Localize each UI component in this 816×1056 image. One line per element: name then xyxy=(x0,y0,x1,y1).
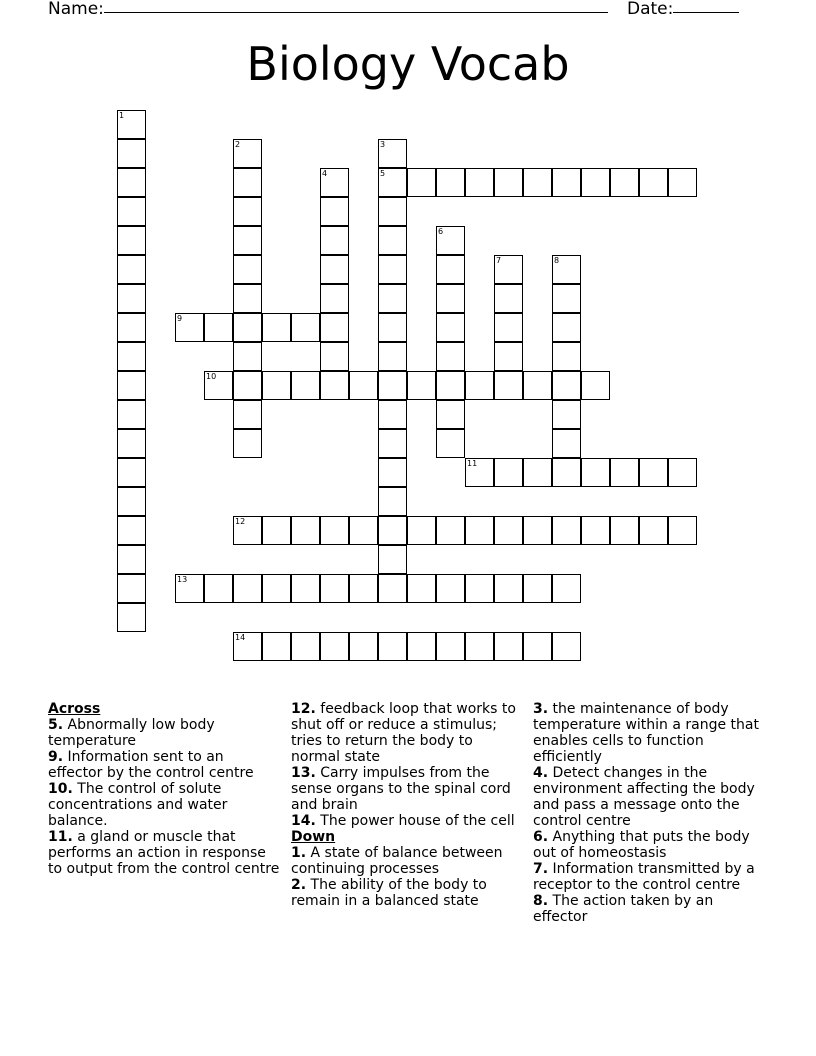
crossword-cell[interactable] xyxy=(320,313,349,342)
crossword-cell[interactable] xyxy=(552,429,581,458)
crossword-cell[interactable] xyxy=(117,603,146,632)
crossword-cell[interactable] xyxy=(523,168,552,197)
clue-across-10 xyxy=(48,781,280,829)
crossword-cell[interactable] xyxy=(552,400,581,429)
clue-text: The action taken by an effector xyxy=(533,893,714,925)
clue-text: The power house of the cell xyxy=(315,813,515,829)
crossword-cell[interactable] xyxy=(117,516,146,545)
clue-text: Abnormally low body temperature xyxy=(48,717,215,749)
crossword-cell[interactable] xyxy=(378,197,407,226)
crossword-cell[interactable] xyxy=(581,516,610,545)
crossword-cell[interactable] xyxy=(117,255,146,284)
crossword-cell[interactable] xyxy=(233,168,262,197)
crossword-cell[interactable] xyxy=(465,458,494,487)
crossword-cell[interactable] xyxy=(262,632,291,661)
crossword-cell[interactable] xyxy=(378,313,407,342)
clues-column-3 xyxy=(533,701,765,925)
clues-column-2 xyxy=(291,701,523,909)
clue-text: Information sent to an effector by the control centre xyxy=(48,749,254,781)
crossword-cell[interactable] xyxy=(668,458,697,487)
clue-across-13 xyxy=(291,765,523,813)
crossword-cell[interactable] xyxy=(436,284,465,313)
crossword-cell[interactable] xyxy=(436,516,465,545)
clue-across-11 xyxy=(48,829,280,877)
crossword-cell[interactable] xyxy=(436,632,465,661)
crossword-cell[interactable] xyxy=(610,168,639,197)
crossword-cell[interactable] xyxy=(291,574,320,603)
crossword-cell[interactable] xyxy=(117,400,146,429)
clues-column-1 xyxy=(48,701,280,877)
crossword-cell[interactable] xyxy=(378,429,407,458)
crossword-cell[interactable] xyxy=(233,313,262,342)
clue-number-label: 4 xyxy=(322,169,328,178)
crossword-cell[interactable] xyxy=(320,342,349,371)
clue-number: 13. xyxy=(291,765,316,781)
clue-number: 11. xyxy=(48,829,73,845)
crossword-cell[interactable] xyxy=(668,516,697,545)
clue-number: 3. xyxy=(533,701,549,717)
crossword-cell[interactable] xyxy=(407,574,436,603)
crossword-cell[interactable] xyxy=(552,313,581,342)
clue-number-label: 1 xyxy=(119,111,125,120)
crossword-cell[interactable] xyxy=(262,313,291,342)
crossword-cell[interactable] xyxy=(465,574,494,603)
crossword-cell[interactable] xyxy=(233,400,262,429)
page-title: Biology Vocab xyxy=(246,37,570,91)
crossword-cell[interactable] xyxy=(581,458,610,487)
clue-down-2 xyxy=(291,877,523,909)
clue-number-label: 11 xyxy=(467,459,478,468)
crossword-cell[interactable] xyxy=(378,284,407,313)
clue-number: 10. xyxy=(48,781,73,797)
crossword-cell[interactable] xyxy=(117,226,146,255)
down-heading: Down xyxy=(291,829,336,845)
crossword-cell[interactable] xyxy=(552,371,581,400)
clue-number: 5. xyxy=(48,717,64,733)
crossword-cell[interactable] xyxy=(523,574,552,603)
crossword-cell[interactable] xyxy=(262,516,291,545)
crossword-cell[interactable] xyxy=(436,574,465,603)
crossword-cell[interactable] xyxy=(465,371,494,400)
crossword-cell[interactable] xyxy=(117,545,146,574)
clue-down-1 xyxy=(291,845,523,877)
crossword-cell[interactable] xyxy=(494,255,523,284)
crossword-cell[interactable] xyxy=(233,516,262,545)
crossword-cell[interactable] xyxy=(320,574,349,603)
crossword-cell[interactable] xyxy=(117,371,146,400)
clue-text: Anything that puts the body out of homeostasis xyxy=(533,829,750,861)
crossword-cell[interactable] xyxy=(523,516,552,545)
crossword-cell[interactable] xyxy=(378,545,407,574)
clue-text: The control of solute concentrations and water balance. xyxy=(48,781,228,829)
crossword-cell[interactable] xyxy=(117,458,146,487)
crossword-cell[interactable] xyxy=(610,516,639,545)
crossword-cell[interactable] xyxy=(378,342,407,371)
crossword-cell[interactable] xyxy=(378,632,407,661)
clue-down-7 xyxy=(533,861,765,893)
crossword-cell[interactable] xyxy=(320,516,349,545)
crossword-cell[interactable] xyxy=(407,168,436,197)
crossword-cell[interactable] xyxy=(378,516,407,545)
crossword-cell[interactable] xyxy=(291,632,320,661)
crossword-cell[interactable] xyxy=(262,574,291,603)
crossword-cell[interactable] xyxy=(494,284,523,313)
crossword-cell[interactable] xyxy=(233,197,262,226)
crossword-cell[interactable] xyxy=(465,632,494,661)
crossword-cell[interactable] xyxy=(204,313,233,342)
clue-number-label: 8 xyxy=(554,256,560,265)
crossword-cell[interactable] xyxy=(378,139,407,168)
clue-number-label: 2 xyxy=(235,140,241,149)
crossword-cell[interactable] xyxy=(552,632,581,661)
clue-text: the maintenance of body temperature within a range that enables cells to function efficiently xyxy=(533,701,759,765)
crossword-cell[interactable] xyxy=(581,371,610,400)
crossword-cell[interactable] xyxy=(436,371,465,400)
crossword-cell[interactable] xyxy=(175,313,204,342)
crossword-cell[interactable] xyxy=(378,400,407,429)
crossword-cell[interactable] xyxy=(291,371,320,400)
crossword-cell[interactable] xyxy=(320,371,349,400)
crossword-cell[interactable] xyxy=(523,632,552,661)
crossword-cell[interactable] xyxy=(233,284,262,313)
crossword-cell[interactable] xyxy=(117,342,146,371)
crossword-cell[interactable] xyxy=(262,371,291,400)
clue-number-label: 12 xyxy=(235,517,246,526)
crossword-cell[interactable] xyxy=(436,342,465,371)
crossword-cell[interactable] xyxy=(233,632,262,661)
crossword-cell[interactable] xyxy=(581,168,610,197)
crossword-cell[interactable] xyxy=(117,574,146,603)
crossword-cell[interactable] xyxy=(494,458,523,487)
crossword-cell[interactable] xyxy=(552,284,581,313)
clue-number-label: 5 xyxy=(380,169,386,178)
crossword-cell[interactable] xyxy=(320,284,349,313)
clue-across-5 xyxy=(48,717,280,749)
crossword-cell[interactable] xyxy=(320,197,349,226)
crossword-cell[interactable] xyxy=(552,458,581,487)
clue-down-4 xyxy=(533,765,765,829)
crossword-cell[interactable] xyxy=(117,429,146,458)
crossword-cell[interactable] xyxy=(320,632,349,661)
crossword-cell[interactable] xyxy=(349,574,378,603)
crossword-cell[interactable] xyxy=(436,429,465,458)
crossword-cell[interactable] xyxy=(117,197,146,226)
across-heading: Across xyxy=(48,701,101,717)
clue-number-label: 13 xyxy=(177,575,188,584)
crossword-cell[interactable] xyxy=(552,255,581,284)
crossword-cell[interactable] xyxy=(494,342,523,371)
crossword-cell[interactable] xyxy=(494,574,523,603)
clue-text: Information transmitted by a receptor to the control centre xyxy=(533,861,755,893)
crossword-cell[interactable] xyxy=(436,255,465,284)
crossword-cell[interactable] xyxy=(117,313,146,342)
crossword-cell[interactable] xyxy=(117,284,146,313)
crossword-cell[interactable] xyxy=(349,632,378,661)
crossword-cell[interactable] xyxy=(378,168,407,197)
clue-number-label: 6 xyxy=(438,227,444,236)
crossword-cell[interactable] xyxy=(552,516,581,545)
crossword-cell[interactable] xyxy=(407,516,436,545)
clue-text: a gland or muscle that performs an action in response to output from the control centre xyxy=(48,829,280,877)
crossword-cell[interactable] xyxy=(291,313,320,342)
clue-down-3 xyxy=(533,701,765,765)
crossword-cell[interactable] xyxy=(175,574,204,603)
crossword-cell[interactable] xyxy=(436,168,465,197)
clue-text: The ability of the body to remain in a balanced state xyxy=(291,877,487,909)
crossword-cell[interactable] xyxy=(233,574,262,603)
crossword-cell[interactable] xyxy=(378,226,407,255)
crossword-cell[interactable] xyxy=(233,429,262,458)
crossword-cell[interactable] xyxy=(436,400,465,429)
clue-text: Detect changes in the environment affecting the body and pass a message onto the control centre xyxy=(533,765,755,829)
crossword-cell[interactable] xyxy=(407,371,436,400)
crossword-cell[interactable] xyxy=(233,342,262,371)
clue-down-8 xyxy=(533,893,765,925)
crossword-cell[interactable] xyxy=(465,168,494,197)
crossword-cell[interactable] xyxy=(552,574,581,603)
crossword-cell[interactable] xyxy=(117,168,146,197)
crossword-cell[interactable] xyxy=(610,458,639,487)
crossword-cell[interactable] xyxy=(494,516,523,545)
clue-number-label: 7 xyxy=(496,256,502,265)
crossword-cell[interactable] xyxy=(320,226,349,255)
clue-text: Carry impulses from the sense organs to the spinal cord and brain xyxy=(291,765,511,813)
clue-across-9 xyxy=(48,749,280,781)
clue-number: 4. xyxy=(533,765,549,781)
crossword-cell[interactable] xyxy=(233,371,262,400)
crossword-cell[interactable] xyxy=(204,371,233,400)
crossword-cell[interactable] xyxy=(552,342,581,371)
crossword-cell[interactable] xyxy=(407,632,436,661)
clue-number-label: 9 xyxy=(177,314,183,323)
clue-text: A state of balance between continuing processes xyxy=(291,845,503,877)
crossword-cell[interactable] xyxy=(639,516,668,545)
clue-across-14 xyxy=(291,813,523,829)
crossword-cell[interactable] xyxy=(552,168,581,197)
crossword-cell[interactable] xyxy=(378,574,407,603)
crossword-cell[interactable] xyxy=(494,168,523,197)
crossword-cell[interactable] xyxy=(523,371,552,400)
clue-number: 7. xyxy=(533,861,549,877)
clue-number: 8. xyxy=(533,893,549,909)
crossword-cell[interactable] xyxy=(639,168,668,197)
clue-number: 2. xyxy=(291,877,307,893)
crossword-cell[interactable] xyxy=(117,139,146,168)
clue-number: 12. xyxy=(291,701,316,717)
crossword-cell[interactable] xyxy=(378,458,407,487)
clue-number-label: 3 xyxy=(380,140,386,149)
crossword-cell[interactable] xyxy=(668,168,697,197)
crossword-cell[interactable] xyxy=(465,516,494,545)
crossword-cell[interactable] xyxy=(320,168,349,197)
crossword-cell[interactable] xyxy=(494,632,523,661)
crossword-cell[interactable] xyxy=(378,487,407,516)
crossword-cell[interactable] xyxy=(204,574,233,603)
crossword-cell[interactable] xyxy=(291,516,320,545)
crossword-cell[interactable] xyxy=(117,110,146,139)
crossword-cell[interactable] xyxy=(378,255,407,284)
clue-number-label: 14 xyxy=(235,633,246,642)
crossword-cell[interactable] xyxy=(320,255,349,284)
crossword-cell[interactable] xyxy=(436,313,465,342)
crossword-cell[interactable] xyxy=(523,458,552,487)
crossword-cell[interactable] xyxy=(349,516,378,545)
crossword-cell[interactable] xyxy=(233,226,262,255)
crossword-cell[interactable] xyxy=(117,487,146,516)
clue-text: feedback loop that works to shut off or reduce a stimulus; tries to return the body to normal state xyxy=(291,701,516,765)
clue-number: 1. xyxy=(291,845,307,861)
crossword-cell[interactable] xyxy=(233,255,262,284)
clue-number: 9. xyxy=(48,749,64,765)
crossword-cell[interactable] xyxy=(233,139,262,168)
date-label: Date: xyxy=(627,0,674,19)
crossword-cell[interactable] xyxy=(436,226,465,255)
crossword-cell[interactable] xyxy=(494,371,523,400)
crossword-cell[interactable] xyxy=(639,458,668,487)
crossword-cell[interactable] xyxy=(378,371,407,400)
clue-across-12 xyxy=(291,701,523,765)
name-label: Name: xyxy=(48,0,104,19)
clue-number-label: 10 xyxy=(206,372,217,381)
clue-number: 14. xyxy=(291,813,316,829)
crossword-cell[interactable] xyxy=(494,313,523,342)
clue-number: 6. xyxy=(533,829,549,845)
crossword-cell[interactable] xyxy=(349,371,378,400)
clue-down-6 xyxy=(533,829,765,861)
